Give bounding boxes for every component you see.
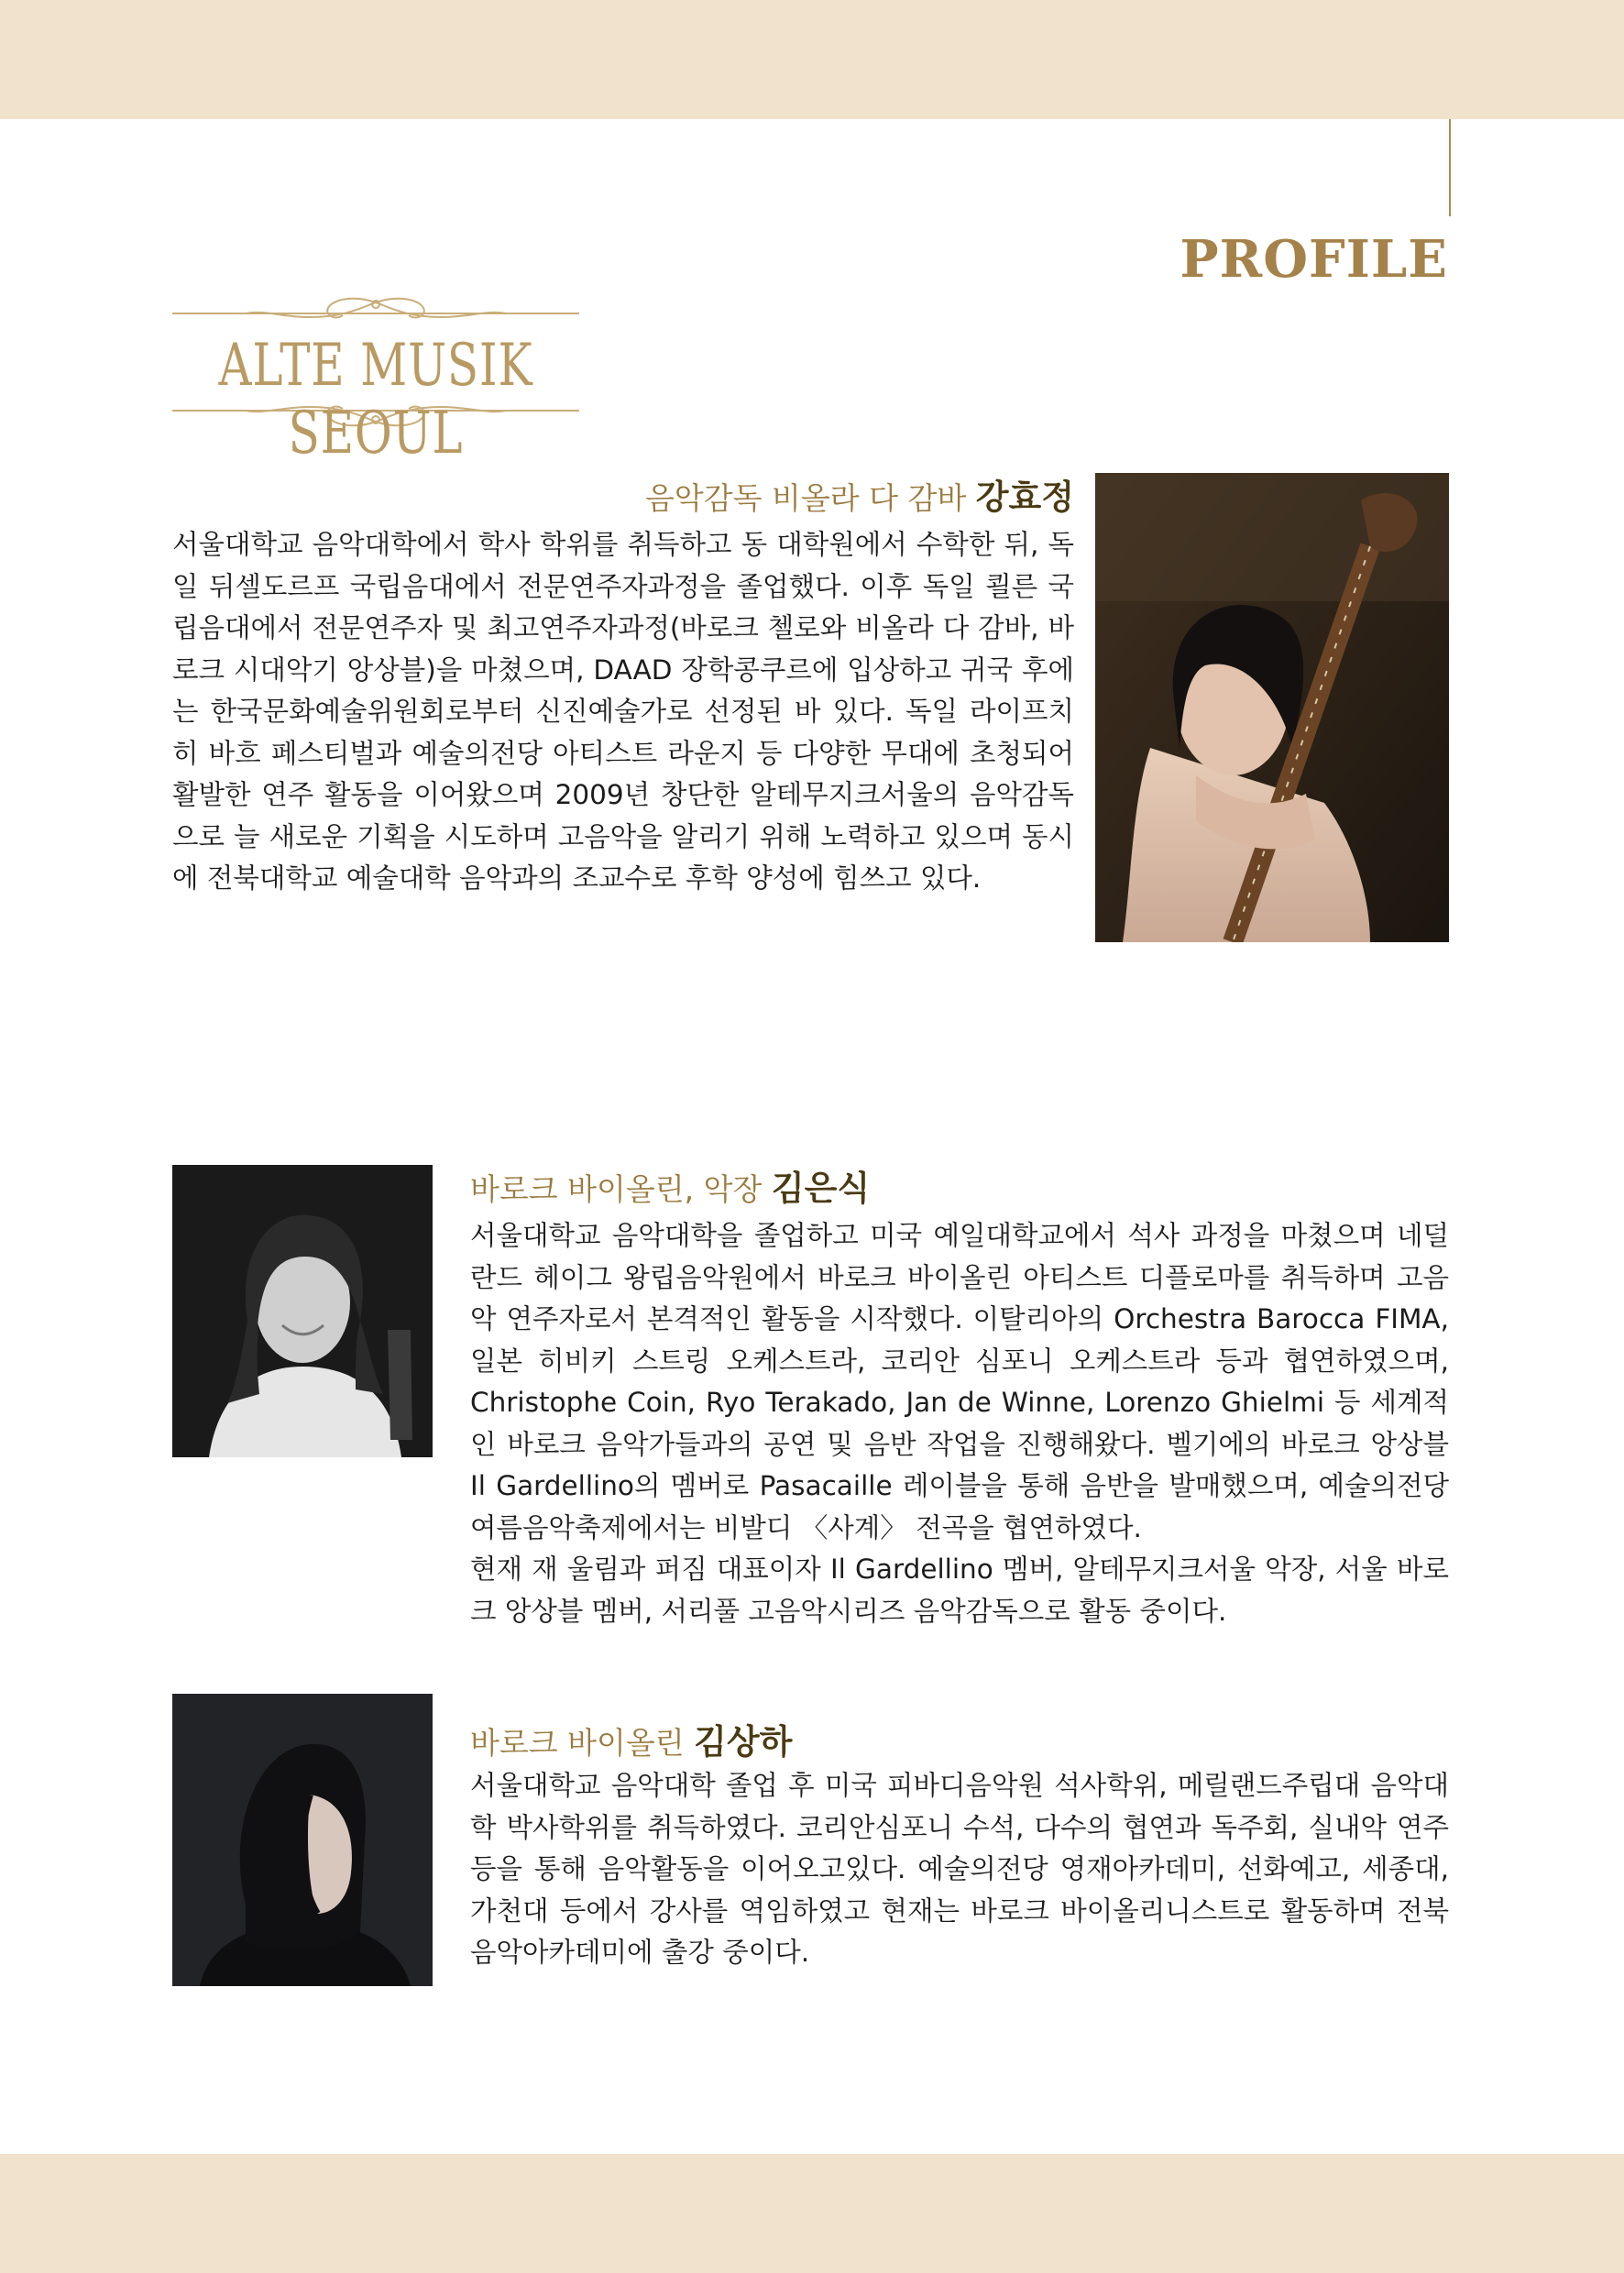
profile-bio-1 <box>172 524 1074 900</box>
bio-paragraph: 서울대학교 음악대학 졸업 후 미국 피바디음악원 석사학위, 메릴랜드주립대 음악대학 박사학위를 취득하였다. 코리안심포니 수석, 다수의 협연과 독주회, 실내악 연주 등을 통해 음악활동을 이어오고있다. 예술의전당 영재아카데미, 선화예고, 세종대, 가천대 등에서 강사를 역임하였고 현재는 바로크 바이올리니스트로 활동하며 전북음악아카데미에 출강 중이다. <box>470 1770 1449 1968</box>
profile-photo-2 <box>172 1165 433 1457</box>
profile-name: 김은식 <box>771 1169 871 1208</box>
bottom-band <box>0 2154 1624 2273</box>
logo-text: ALTE MUSIK SEOUL <box>218 332 533 467</box>
profile-heading-2 <box>470 1160 870 1210</box>
profile-heading-1 <box>645 469 1074 519</box>
portrait-image-icon <box>172 1694 433 1986</box>
bio-paragraph: 서울대학교 음악대학에서 학사 학위를 취득하고 동 대학원에서 수학한 뒤, 독일 뒤셀도르프 국립음대에서 전문연주자과정을 졸업했다. 이후 독일 쾰른 국립음대에서 전문연주자 및 최고연주자과정(바로크 첼로와 비올라 다 감바, 바로크 시대악기 앙상블)을 마쳤으며, DAAD 장학콩쿠르에 입상하고 귀국 후에는 한국문화예술위원회로부터 신진예술가로 선정된 바 있다. 독일 라이프치히 바흐 페스티벌과 예술의전당 아티스트 라운지 등 다양한 무대에 초청되어 활발한 연주 활동을 이어왔으며 2009년 창단한 알테무지크서울의 음악감독으로 늘 새로운 기획을 시도하며 고음악을 알리기 위해 노력하고 있으며 동시에 전북대학교 예술대학 음악과의 조교수로 후학 양성에 힘쓰고 있다. <box>172 529 1074 894</box>
profile-heading-3 <box>470 1714 792 1763</box>
alte-musik-seoul-logo <box>172 293 579 467</box>
portrait-image-icon <box>1095 473 1449 942</box>
bio-paragraph: 현재 재 울림과 퍼짐 대표이자 Il Gardellino 멤버, 알테무지크서울 악장, 서울 바로크 앙상블 멤버, 서리풀 고음악시리즈 음악감독으로 활동 중이다. <box>470 1554 1449 1627</box>
header-divider-line <box>1449 119 1451 216</box>
profile-name: 강효정 <box>975 478 1074 517</box>
profile-photo-1 <box>1095 473 1449 942</box>
profile-bio-2 <box>470 1215 1449 1632</box>
profile-name: 김상하 <box>694 1722 793 1762</box>
page-title: PROFILE <box>1180 229 1448 290</box>
top-band <box>0 0 1624 119</box>
profile-bio-3 <box>470 1765 1449 1974</box>
profile-photo-3 <box>172 1694 433 1986</box>
profile-role: 음악감독 비올라 다 감바 <box>645 480 967 516</box>
bio-paragraph: 서울대학교 음악대학을 졸업하고 미국 예일대학교에서 석사 과정을 마쳤으며 네덜란드 헤이그 왕립음악원에서 바로크 바이올린 아티스트 디플로마를 취득하며 고음악 연주자로서 본격적인 활동을 시작했다. 이탈리아의 Orchestra Barocca FIMA, 일본 히비키 스트링 오케스트라, 코리안 심포니 오케스트라 등과 협연하였으며, Christophe Coin, Ryo Terakado, Jan de Winne, Lorenzo Ghielmi 등 세계적인 바로크 음악가들과의 공연 및 음반 작업을 진행해왔다. 벨기에의 바로크 앙상블 Il Gardellino의 멤버로 Pasacaille 레이블을 통해 음반을 발매했으며, 예술의전당 여름음악축제에서는 비발디 〈사계〉 전곡을 협연하였다. <box>470 1220 1449 1543</box>
profile-role: 바로크 바이올린, 악장 <box>470 1171 763 1207</box>
profile-role: 바로크 바이올린 <box>470 1725 685 1761</box>
portrait-image-icon <box>172 1165 433 1457</box>
